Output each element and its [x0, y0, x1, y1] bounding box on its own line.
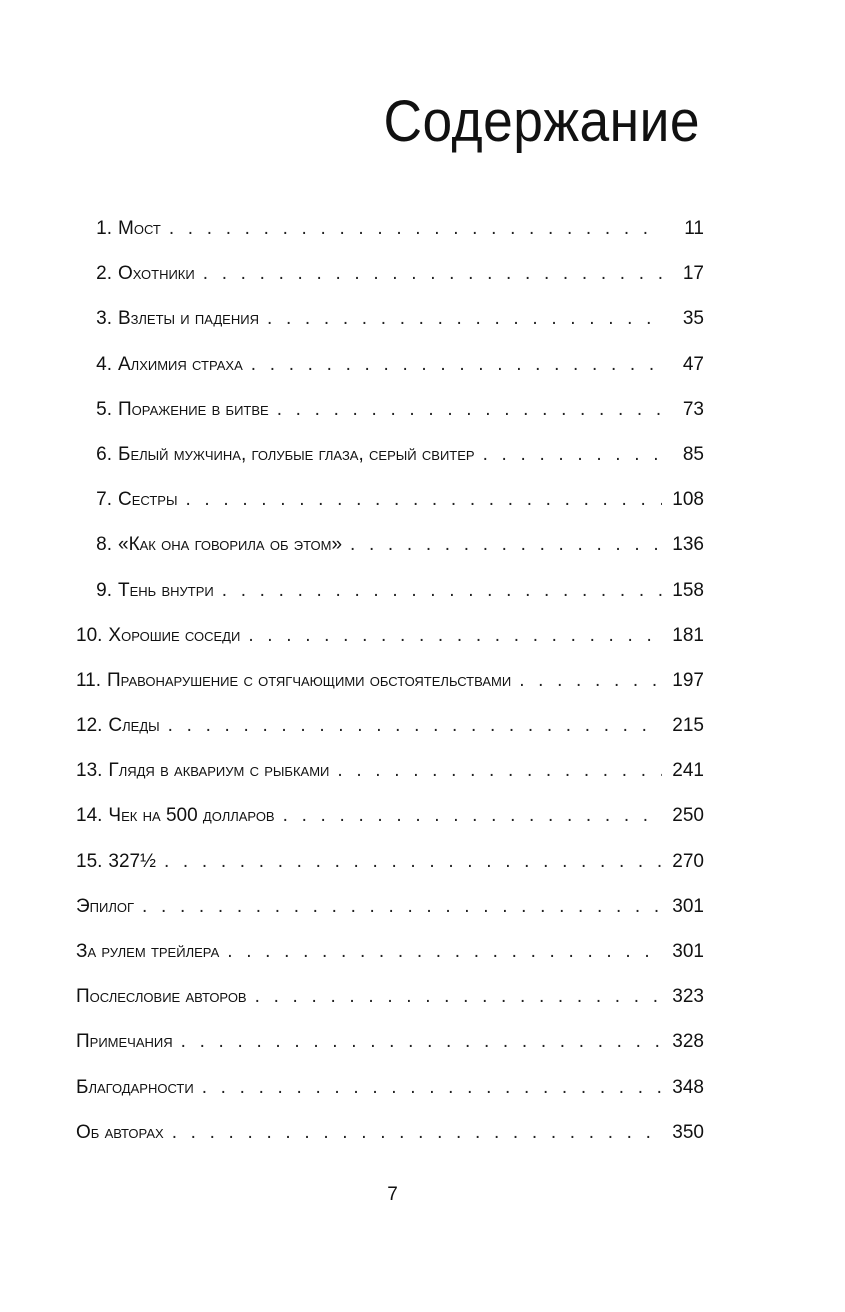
dot-leader [248, 619, 662, 653]
toc-page-number: 328 [672, 1031, 704, 1053]
toc-page-number: 301 [672, 895, 704, 917]
chapter-title: Об авторах [76, 1121, 164, 1143]
toc-page-number: 215 [672, 715, 704, 737]
chapter-number: 5. [96, 398, 112, 420]
toc-entry [76, 302, 704, 347]
dot-leader [251, 348, 662, 382]
toc-entry [76, 438, 704, 483]
toc-page-number: 47 [682, 353, 704, 375]
dot-leader [255, 980, 662, 1014]
chapter-title: Благодарности [76, 1076, 194, 1098]
chapter-title: Взлеты и падения [118, 308, 259, 330]
chapter-number: 15. [76, 850, 103, 872]
chapter-number: 4. [96, 353, 112, 375]
toc-entry [76, 574, 704, 619]
toc-page-number: 197 [672, 669, 704, 691]
toc-page-number: 73 [682, 398, 704, 420]
dot-leader [283, 799, 662, 833]
dot-leader [222, 574, 662, 608]
toc-page-number: 136 [672, 534, 704, 556]
dot-leader [483, 438, 662, 472]
dot-leader [267, 302, 662, 336]
chapter-title: Глядя в аквариум с рыбками [108, 760, 330, 782]
toc-page-number: 301 [672, 941, 704, 962]
dot-leader [337, 754, 662, 788]
page-title: Содержание [383, 89, 700, 154]
toc-page-number: 270 [672, 850, 704, 872]
toc-page-number: 85 [682, 443, 704, 465]
chapter-title: Примечания [76, 1031, 173, 1053]
chapter-title: Сестры [118, 489, 178, 511]
chapter-title: «Как она говорила об этом» [118, 534, 343, 556]
toc-page-number: 350 [672, 1121, 704, 1143]
chapter-title: Охотники [118, 263, 195, 285]
toc-page-number: 11 [684, 218, 704, 239]
chapter-title: За рулем трейлера [76, 941, 220, 962]
toc-entry [76, 1116, 704, 1161]
chapter-title: 327½ [108, 850, 156, 872]
page-number: 7 [387, 1184, 398, 1205]
chapter-number: 9. [96, 579, 112, 601]
dot-leader [350, 528, 662, 562]
toc-page-number: 35 [682, 308, 704, 330]
toc-entry [76, 754, 704, 799]
chapter-title: Поражение в битве [118, 398, 269, 420]
dot-leader [172, 1116, 662, 1150]
toc-entry [76, 483, 704, 528]
toc-entry [76, 890, 704, 935]
toc-entry [76, 1071, 704, 1116]
toc-page-number: 323 [672, 986, 704, 1008]
dot-leader [181, 1025, 662, 1059]
dot-leader [227, 935, 662, 969]
chapter-number: 1. [96, 218, 112, 239]
toc-entry [76, 799, 704, 844]
toc-entry [76, 619, 704, 664]
chapter-number: 10. [76, 624, 103, 646]
chapter-title: Следы [108, 715, 160, 737]
chapter-number: 6. [96, 443, 112, 465]
toc-entry [76, 1025, 704, 1070]
chapter-number: 3. [96, 308, 112, 330]
chapter-number: 8. [96, 534, 112, 556]
toc-entry [76, 709, 704, 754]
chapter-number: 7. [96, 489, 112, 511]
chapter-number: 2. [96, 263, 112, 285]
toc-page-number: 241 [672, 760, 704, 782]
toc-entry [76, 528, 704, 573]
toc-entry [76, 393, 704, 438]
chapter-title: Тень внутри [118, 579, 214, 601]
dot-leader [169, 212, 662, 246]
chapter-title: Эпилог [76, 895, 135, 917]
chapter-title: Белый мужчина, голубые глаза, серый свитер [118, 443, 475, 465]
toc-page-number: 17 [682, 263, 704, 285]
table-of-contents [76, 212, 704, 1161]
toc-page-number: 181 [672, 624, 704, 646]
chapter-number: 11. [76, 669, 102, 691]
dot-leader [164, 845, 662, 879]
toc-entry [76, 664, 704, 709]
toc-page-number: 250 [672, 805, 704, 827]
dot-leader [142, 890, 662, 924]
chapter-number: 12. [76, 715, 103, 737]
toc-entry [76, 845, 704, 890]
dot-leader [168, 709, 662, 743]
toc-entry [76, 980, 704, 1025]
chapter-title: Правонарушение с отягчающими обстоятельствами [107, 669, 512, 691]
chapter-title: Мост [118, 218, 161, 239]
toc-page-number: 108 [672, 489, 704, 511]
toc-page-number: 158 [672, 579, 704, 601]
chapter-title: Хорошие соседи [108, 624, 241, 646]
toc-entry [76, 348, 704, 393]
chapter-title: Алхимия страха [118, 353, 243, 375]
dot-leader [203, 257, 662, 291]
dot-leader [185, 483, 662, 517]
toc-entry [76, 935, 704, 980]
chapter-title: Чек на 500 долларов [108, 805, 275, 827]
toc-entry [76, 257, 704, 302]
dot-leader [519, 664, 662, 698]
chapter-title: Послесловие авторов [76, 986, 247, 1008]
toc-page-number: 348 [672, 1076, 704, 1098]
dot-leader [277, 393, 662, 427]
toc-entry [76, 212, 704, 257]
dot-leader [202, 1071, 662, 1105]
chapter-number: 14. [76, 805, 103, 827]
chapter-number: 13. [76, 760, 103, 782]
